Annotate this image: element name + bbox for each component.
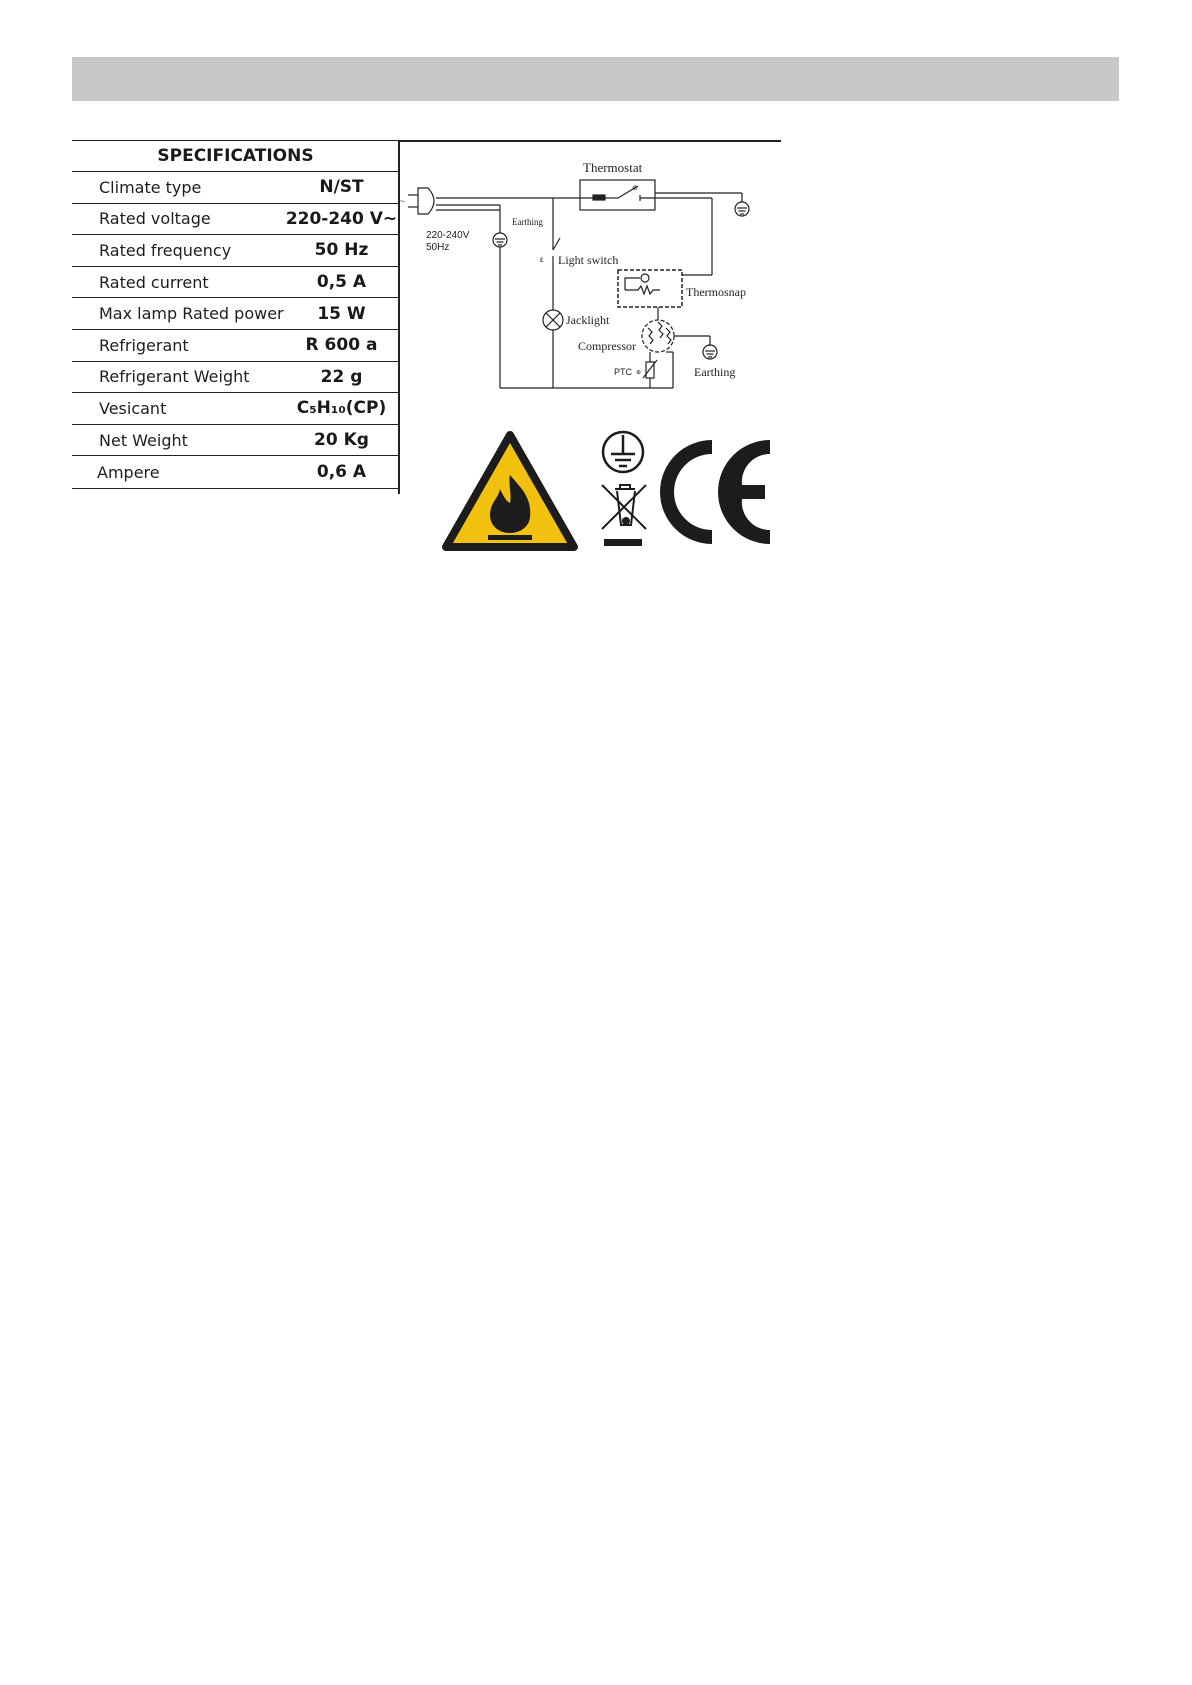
- spec-row-refrigerant-weight: [72, 362, 399, 394]
- svg-text:~: ~: [400, 197, 405, 206]
- thermosnap-label: Thermosnap: [686, 285, 746, 299]
- spec-label: Refrigerant: [99, 335, 189, 355]
- specifications-table: [72, 140, 399, 489]
- spec-value: R 600 a: [305, 335, 378, 356]
- earth-ground-icon: [493, 230, 507, 247]
- spec-row-vesicant: [72, 393, 399, 425]
- earth-ground-icon: [735, 202, 749, 216]
- spec-label: Climate type: [99, 177, 202, 197]
- spec-label: Net Weight: [99, 430, 188, 450]
- svg-text:ε: ε: [540, 255, 544, 264]
- header-bar: [72, 57, 1119, 101]
- spec-label: Rated frequency: [99, 240, 232, 260]
- ptc-label: PTC: [614, 367, 632, 377]
- spec-row-net-weight: [72, 425, 399, 457]
- flame-warning-icon: [446, 435, 574, 547]
- spec-label: Vesicant: [99, 398, 167, 418]
- ce-mark-icon: [660, 440, 770, 544]
- svg-text:⊕: ⊕: [636, 370, 642, 376]
- spec-row-ampere: [72, 456, 399, 489]
- crossed-bin-icon: [602, 485, 646, 546]
- spec-value: 220-240 V~: [285, 208, 398, 229]
- spec-label: Ampere: [97, 462, 160, 482]
- spec-row-refrigerant: [72, 330, 399, 362]
- thermostat-label: Thermostat: [583, 160, 643, 175]
- spec-label: Refrigerant Weight: [99, 367, 250, 387]
- earth-ground-icon: [603, 432, 643, 472]
- spec-value: 15 W: [317, 303, 366, 324]
- supply-voltage-label: 220-240V: [426, 230, 470, 241]
- spec-value: 0,5 A: [316, 272, 367, 293]
- earthing-compressor-label: Earthing: [694, 365, 736, 379]
- jacklight-label: Jacklight: [566, 313, 610, 327]
- spec-label: Max lamp Rated power: [99, 304, 284, 324]
- spec-row-rated-voltage: [72, 204, 399, 236]
- earth-ground-icon: [703, 345, 717, 359]
- svg-text:⊕: ⊕: [632, 185, 638, 192]
- spec-value: 0,6 A: [316, 462, 367, 483]
- plug-icon: [400, 188, 434, 214]
- compressor-label: Compressor: [578, 339, 636, 353]
- spec-row-rated-frequency: [72, 235, 399, 267]
- wiring-diagram: [400, 150, 770, 400]
- lamp-icon: [543, 310, 563, 330]
- spec-label: Rated voltage: [99, 209, 211, 229]
- spec-row-climate-type: [72, 172, 399, 204]
- compressor-icon: [642, 320, 674, 352]
- earthing-plug-label: Earthing: [512, 217, 543, 227]
- spec-value: C₅H₁₀(CP): [296, 398, 387, 419]
- specifications-title: SPECIFICATIONS: [72, 141, 399, 172]
- safety-symbols: [440, 425, 780, 555]
- supply-frequency-label: 50Hz: [426, 242, 450, 253]
- spec-row-max-lamp-power: [72, 298, 399, 330]
- thermosnap-box: [618, 270, 682, 307]
- ptc-resistor: [646, 362, 654, 378]
- spec-label: Rated current: [99, 272, 209, 292]
- spec-row-rated-current: [72, 267, 399, 299]
- spec-value: 50 Hz: [314, 240, 369, 261]
- top-rule: [398, 140, 781, 142]
- light-switch-label: Light switch: [558, 253, 619, 267]
- spec-value: 22 g: [320, 366, 363, 387]
- spec-value: N/ST: [319, 177, 364, 198]
- thermostat-box: [580, 180, 655, 210]
- spec-value: 20 Kg: [314, 430, 369, 451]
